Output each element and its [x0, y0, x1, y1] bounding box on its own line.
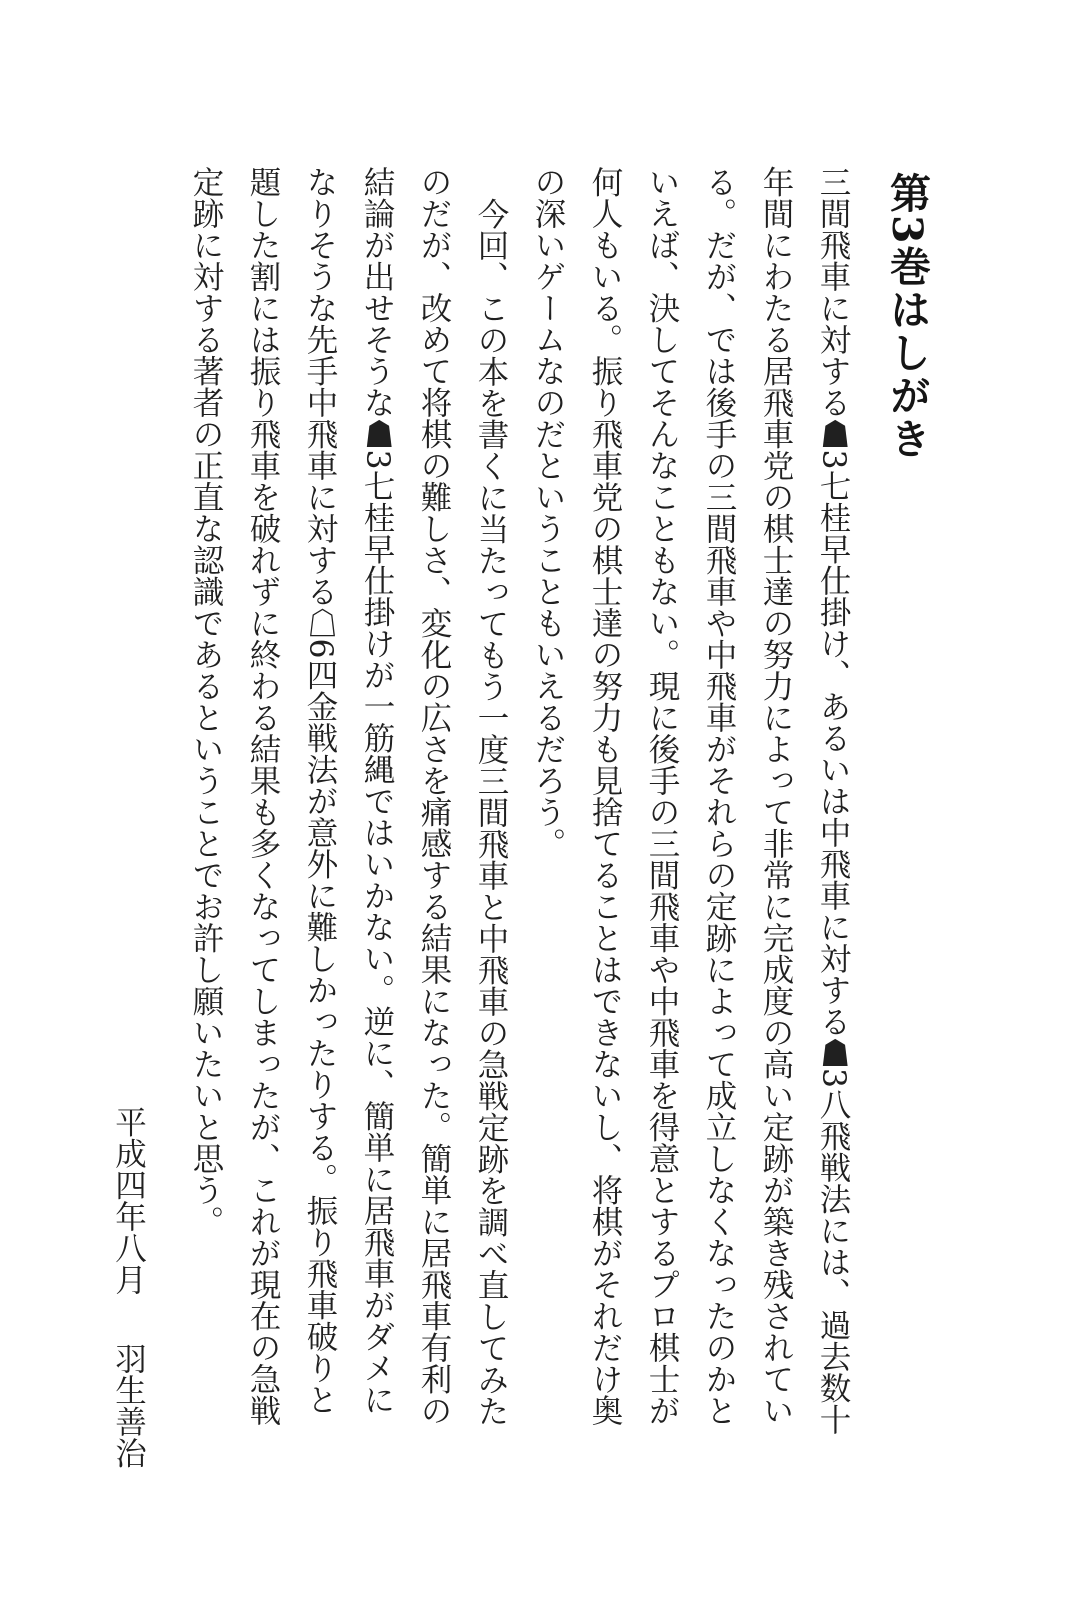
signature-author: 羽生善治 — [110, 1342, 147, 1469]
signature — [110, 1106, 147, 1469]
paragraph-1: 三間飛車に対する☗3七桂早仕掛け、あるいは中飛車に対する☗3八飛戦法には、過去数十年間にわたる居飛車党の棋士達の努力によって非常に完成度の高い定跡が築き残されている。だが、では後手の三間飛車や中飛車がそれらの定跡によって成立しなくなったのかといえば、決してそんなこともない。現に後手の三間飛車や中飛車を得意とするプロ棋士が何人もいる。振り飛車党の棋士達の努力も見捨てることはできないし、将棋がそれだけ奥の深いゲームなのだということもいえるだろう。 — [530, 166, 851, 1435]
page-title: 第3巻はしがき — [883, 172, 931, 461]
signature-date: 平成四年八月 — [110, 1106, 147, 1295]
body-text — [177, 166, 861, 1446]
paragraph-2: 今回、この本を書くに当たってもう一度三間飛車と中飛車の急戦定跡を調べ直してみたのだが、改めて将棋の難しさ、変化の広さを痛感する結果になった。簡単に居飛車有利の結論が出せそうな☗3七桂早仕掛けが一筋縄ではいかない。逆に、簡単に居飛車がダメになりそうな先手中飛車に対する☖6四金戦法が意外に難しかったりする。振り飛車破りと題した割には振り飛車を破れずに終わる結果も多くなってしまったが、これが現在の急戦定跡に対する著者の正直な認識であるということでお許し願いたいと思う。 — [188, 166, 509, 1426]
